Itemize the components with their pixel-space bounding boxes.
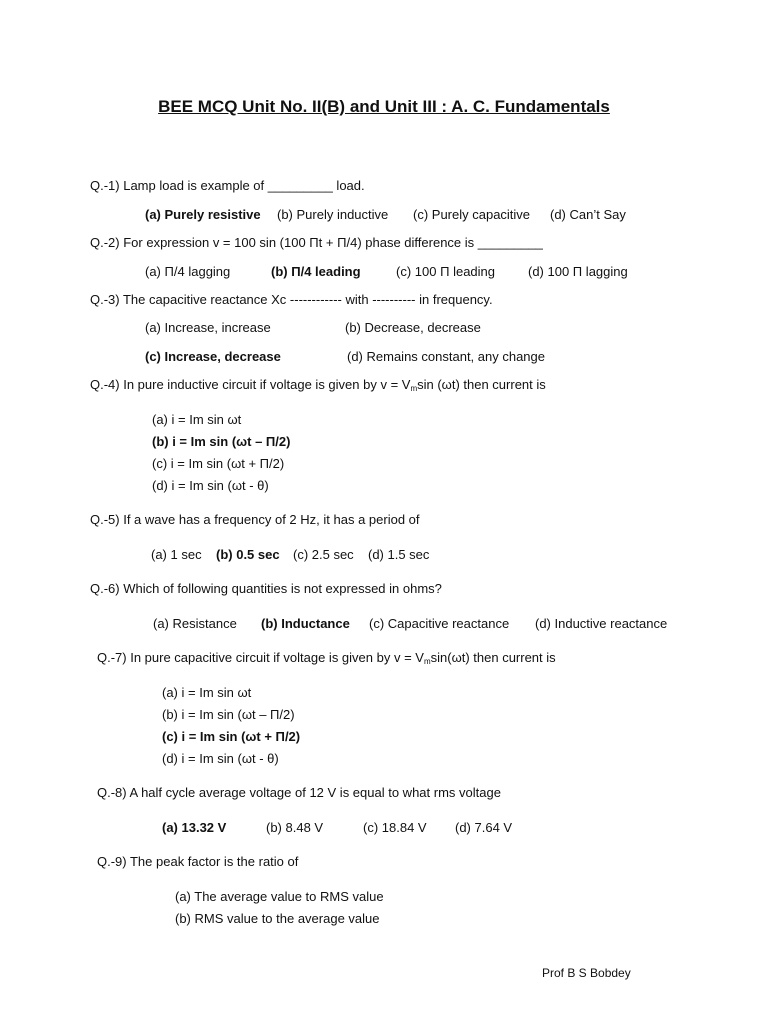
question-2-text: Q.-2) For expression v = 100 sin (100 Πt + Π/4) phase difference is _________: [90, 235, 543, 250]
question-5-text: Q.-5) If a wave has a frequency of 2 Hz, it has a period of: [90, 512, 420, 527]
q7-option-b: (b) i = Im sin (ωt – Π/2): [162, 707, 295, 722]
q5-option-c: (c) 2.5 sec: [293, 547, 354, 562]
q4-option-d: (d) i = Im sin (ωt - θ): [152, 478, 269, 493]
q3-option-d: (d) Remains constant, any change: [347, 349, 545, 364]
q8-option-d: (d) 7.64 V: [455, 820, 513, 835]
q3-option-a: (a) Increase, increase: [145, 320, 271, 335]
q6-option-d: (d) Inductive reactance: [535, 616, 668, 631]
page-title: BEE MCQ Unit No. II(B) and Unit III : A. C. Fundamentals: [158, 97, 610, 116]
question-9-text: Q.-9) The peak factor is the ratio of: [97, 854, 299, 869]
q4-option-b: (b) i = Im sin (ωt – Π/2): [152, 434, 291, 449]
q5-option-b: (b) 0.5 sec: [216, 547, 280, 562]
question-1-text: Q.-1) Lamp load is example of _________ load.: [90, 178, 365, 193]
q1-option-b: (b) Purely inductive: [277, 207, 389, 222]
q2-option-b: (b) Π/4 leading: [271, 264, 361, 279]
question-7-text: Q.-7) In pure capacitive circuit if voltage is given by $v = V_m\sin(\omega t)$ then current is: [97, 650, 556, 666]
q2-option-d: (d) 100 Π lagging: [528, 264, 628, 279]
q2-option-a: (a) Π/4 lagging: [145, 264, 231, 279]
q8-option-a: (a) 13.32 V: [162, 820, 227, 835]
q6-option-a: (a) Resistance: [153, 616, 237, 631]
q1-option-a: (a) Purely resistive: [145, 207, 261, 222]
q3-option-c: (c) Increase, decrease: [145, 349, 281, 364]
q9-option-b: (b) RMS value to the average value: [175, 911, 380, 926]
q1-option-d: (d) Can’t Say: [550, 207, 626, 222]
q7-option-a: (a) i = Im sin ωt: [162, 685, 252, 700]
q6-option-c: (c) Capacitive reactance: [369, 616, 510, 631]
q2-option-c: (c) 100 Π leading: [396, 264, 495, 279]
question-3-text: Q.-3) The capacitive reactance Xc ------------ with ---------- in frequency.: [90, 292, 493, 307]
question-8-text: Q.-8) A half cycle average voltage of 12 V is equal to what rms voltage: [97, 785, 501, 800]
q3-option-b: (b) Decrease, decrease: [345, 320, 481, 335]
q6-option-b: (b) Inductance: [261, 616, 350, 631]
q7-option-c: (c) i = Im sin (ωt + Π/2): [162, 729, 301, 744]
q8-option-b: (b) 8.48 V: [266, 820, 324, 835]
q1-option-c: (c) Purely capacitive: [413, 207, 531, 222]
q4-option-c: (c) i = Im sin (ωt + Π/2): [152, 456, 285, 471]
q4-option-a: (a) i = Im sin ωt: [152, 412, 242, 427]
q5-option-a: (a) 1 sec: [151, 547, 202, 562]
author-footer: Prof B S Bobdey: [542, 966, 631, 980]
q7-option-d: (d) i = Im sin (ωt - θ): [162, 751, 279, 766]
question-4-text: Q.-4) In pure inductive circuit if voltage is given by $v = V_m\sin$ (ωt) then current is: [90, 377, 546, 393]
q9-option-a: (a) The average value to RMS value: [175, 889, 384, 904]
q8-option-c: (c) 18.84 V: [363, 820, 427, 835]
q5-option-d: (d) 1.5 sec: [368, 547, 430, 562]
question-6-text: Q.-6) Which of following quantities is not expressed in ohms?: [90, 581, 442, 596]
